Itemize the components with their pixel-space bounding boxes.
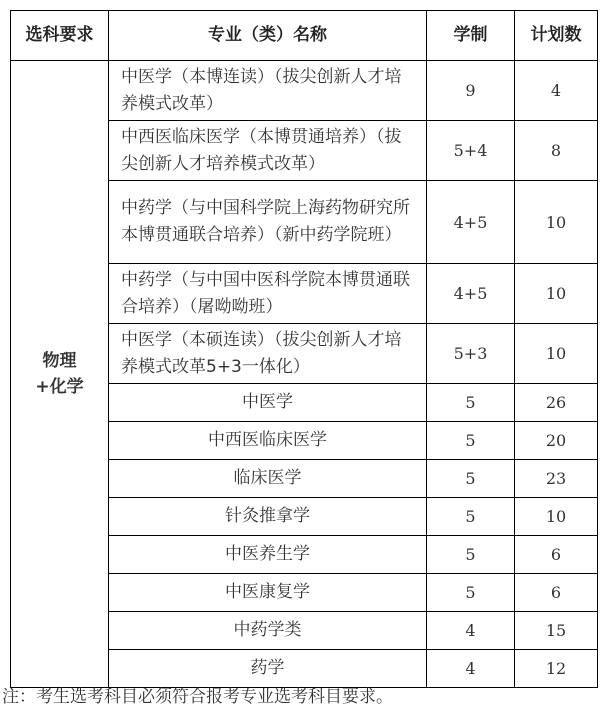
table-row <box>11 61 598 121</box>
header-major-name: 专业（类）名称 <box>109 11 427 61</box>
major-name-cell: 中西医临床医学 <box>109 422 427 460</box>
major-name-cell: 中医学 <box>109 384 427 422</box>
plan-count-cell: 10 <box>515 498 598 536</box>
major-name-cell: 中医学（本硕连读）（拔尖创新人才培养模式改革5+3一体化） <box>109 324 427 384</box>
footnote: 注：考生选考科目必须符合报考专业选考科目要求。 <box>2 687 393 707</box>
plan-count-cell: 12 <box>515 650 598 688</box>
subject-requirement-text: 物理+化学 <box>35 351 84 397</box>
major-name-cell: 针灸推拿学 <box>109 498 427 536</box>
plan-count-cell: 15 <box>515 612 598 650</box>
duration-cell: 5 <box>427 384 515 422</box>
duration-cell: 4+5 <box>427 264 515 324</box>
plan-count-cell: 10 <box>515 324 598 384</box>
plan-count-cell: 20 <box>515 422 598 460</box>
duration-cell: 5 <box>427 460 515 498</box>
duration-cell: 4 <box>427 650 515 688</box>
admission-plan-table <box>10 10 598 688</box>
plan-count-cell: 10 <box>515 181 598 264</box>
major-name-cell: 中药学（与中国中医科学院本博贯通联合培养）（屠呦呦班） <box>109 264 427 324</box>
duration-cell: 5 <box>427 574 515 612</box>
duration-cell: 5 <box>427 422 515 460</box>
table-header-row <box>11 11 598 61</box>
major-name-cell: 中医养生学 <box>109 536 427 574</box>
header-plan-count: 计划数 <box>515 11 598 61</box>
major-name-cell: 临床医学 <box>109 460 427 498</box>
header-duration: 学制 <box>427 11 515 61</box>
major-name-cell: 中药学（与中国科学院上海药物研究所本博贯通联合培养）（新中药学院班） <box>109 181 427 264</box>
duration-cell: 5 <box>427 498 515 536</box>
duration-cell: 5+3 <box>427 324 515 384</box>
plan-count-cell: 10 <box>515 264 598 324</box>
duration-cell: 5+4 <box>427 121 515 181</box>
major-name-cell: 中西医临床医学（本博贯通培养）（拔尖创新人才培养模式改革） <box>109 121 427 181</box>
duration-cell: 4+5 <box>427 181 515 264</box>
major-name-cell: 中医学（本博连读）（拔尖创新人才培养模式改革） <box>109 61 427 121</box>
subject-requirement-cell <box>11 61 109 688</box>
major-name-cell: 药学 <box>109 650 427 688</box>
plan-count-cell: 4 <box>515 61 598 121</box>
duration-cell: 5 <box>427 536 515 574</box>
duration-cell: 9 <box>427 61 515 121</box>
major-name-cell: 中医康复学 <box>109 574 427 612</box>
major-name-cell: 中药学类 <box>109 612 427 650</box>
plan-count-cell: 6 <box>515 574 598 612</box>
plan-count-cell: 8 <box>515 121 598 181</box>
duration-cell: 4 <box>427 612 515 650</box>
plan-count-cell: 6 <box>515 536 598 574</box>
header-subject-requirement: 选科要求 <box>11 11 109 61</box>
plan-count-cell: 26 <box>515 384 598 422</box>
plan-count-cell: 23 <box>515 460 598 498</box>
